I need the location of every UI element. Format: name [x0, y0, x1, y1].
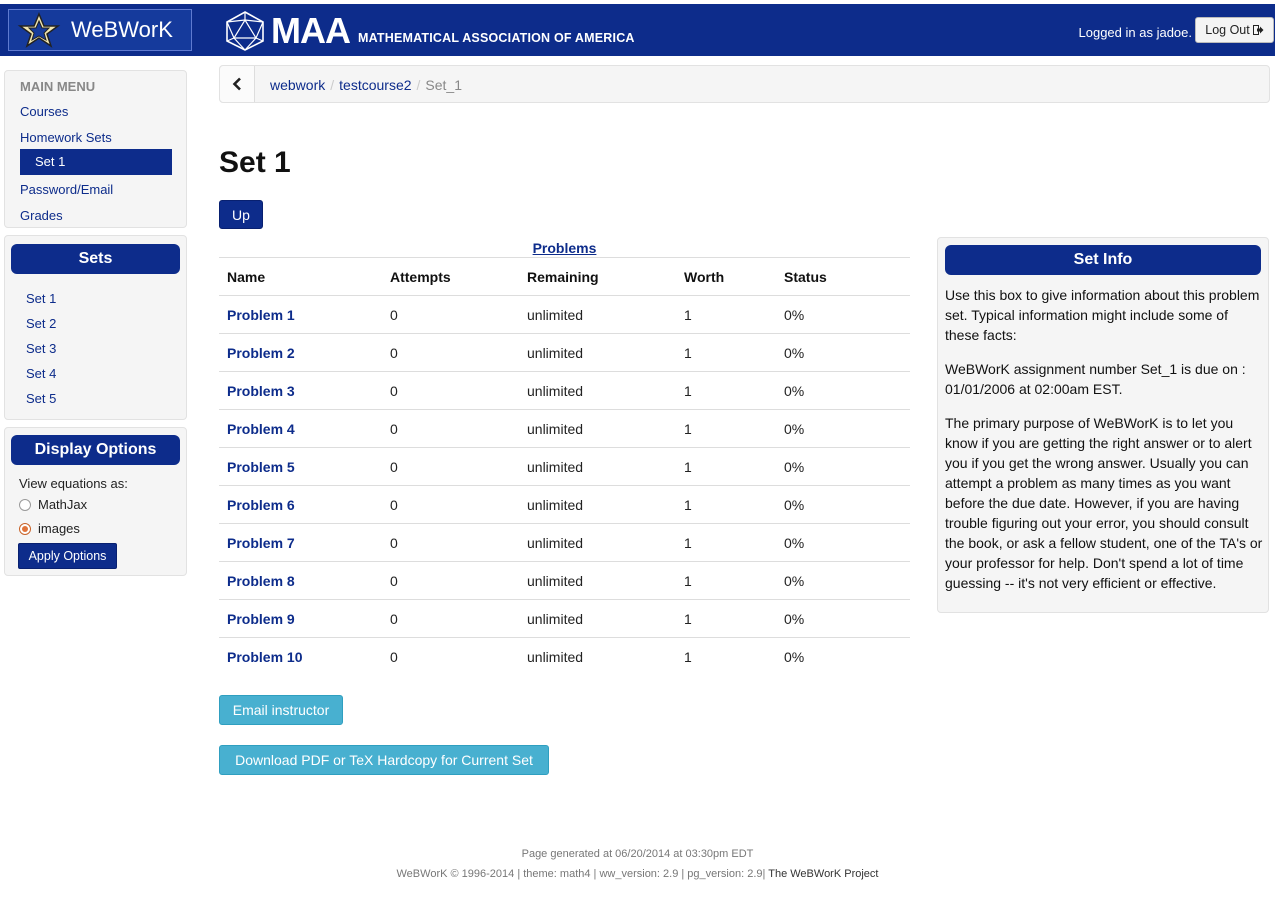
table-row: [219, 334, 910, 372]
problem-name-link[interactable]: Problem 1: [219, 296, 382, 334]
star-logo-icon: [17, 12, 61, 48]
remaining-cell: unlimited: [519, 296, 676, 334]
column-header-remaining: Remaining: [519, 258, 676, 296]
set-link-2[interactable]: Set 2: [26, 316, 57, 331]
footer-copyright-text: WeBWorK © 1996-2014 | theme: math4 | ww_version: 2.9 | pg_version: 2.9|: [396, 868, 766, 880]
email-instructor-button[interactable]: Email instructor: [219, 695, 343, 725]
set-info-title: Set Info: [945, 245, 1261, 275]
status-cell: 0%: [776, 638, 910, 676]
column-header-worth: Worth: [676, 258, 776, 296]
logout-icon: [1253, 25, 1264, 35]
column-header-status: Status: [776, 258, 910, 296]
main-menu-header: MAIN MENU: [20, 79, 96, 94]
set-info-paragraph-purpose: The primary purpose of WeBWorK is to let you know if you are getting the right answer or to alert you if you get the wrong answer. Usually you can attempt a problem as many times as you want before the due date. However, if you are having trouble figuring out your error, you should consult the book, or ask a fellow student, one of the TA's or your professor for help. Don't spend a lot of time guessing -- it's not very efficient or effective.: [945, 415, 1263, 591]
display-options-panel: [4, 427, 187, 576]
breadcrumb-webwork[interactable]: webwork: [270, 77, 326, 93]
table-row: [219, 372, 910, 410]
radio-option-mathjax[interactable]: [19, 497, 87, 512]
navbar-background: [0, 4, 1275, 56]
apply-options-button[interactable]: Apply Options: [18, 543, 117, 569]
table-row: [219, 448, 910, 486]
attempts-cell: 0: [382, 296, 519, 334]
table-row: [219, 486, 910, 524]
worth-cell: 1: [676, 296, 776, 334]
display-options-title: Display Options: [11, 435, 180, 465]
breadcrumb-testcourse2[interactable]: testcourse2: [339, 77, 412, 93]
problem-name-link[interactable]: Problem 7: [219, 524, 382, 562]
remaining-cell: unlimited: [519, 524, 676, 562]
problem-name-link[interactable]: Problem 4: [219, 410, 382, 448]
remaining-cell: unlimited: [519, 600, 676, 638]
table-row: [219, 296, 910, 334]
logout-button[interactable]: [1195, 17, 1274, 43]
remaining-cell: unlimited: [519, 486, 676, 524]
footer-copyright: [0, 868, 1275, 880]
brand-name: WeBWorK: [71, 17, 173, 42]
set-info-panel: [937, 237, 1269, 613]
problem-name-link[interactable]: Problem 5: [219, 448, 382, 486]
problem-name-link[interactable]: Problem 8: [219, 562, 382, 600]
remaining-cell: unlimited: [519, 410, 676, 448]
radio-button-mathjax[interactable]: [19, 499, 31, 511]
maa-abbrev: MAA: [271, 10, 350, 51]
menu-item-password-email[interactable]: Password/Email: [20, 182, 114, 197]
problem-name-link[interactable]: Problem 2: [219, 334, 382, 372]
menu-item-set-1[interactable]: Set 1: [20, 149, 172, 175]
remaining-cell: unlimited: [519, 448, 676, 486]
attempts-cell: 0: [382, 372, 519, 410]
status-cell: 0%: [776, 296, 910, 334]
sets-panel: [4, 235, 187, 420]
problem-name-link[interactable]: Problem 3: [219, 372, 382, 410]
table-row: [219, 600, 910, 638]
chevron-left-icon: [232, 77, 242, 91]
attempts-cell: 0: [382, 638, 519, 676]
footer-generated: Page generated at 06/20/2014 at 03:30pm EDT: [521, 848, 754, 860]
menu-item-courses[interactable]: Courses: [20, 104, 69, 119]
status-cell: 0%: [776, 600, 910, 638]
problems-table-body: [219, 296, 910, 676]
maa-icosahedron-icon: [223, 10, 267, 52]
status-cell: 0%: [776, 448, 910, 486]
table-header-row: [219, 258, 910, 296]
breadcrumb: [219, 65, 1270, 103]
worth-cell: 1: [676, 638, 776, 676]
menu-item-homework-sets[interactable]: Homework Sets: [20, 130, 112, 145]
page-title: Set 1: [219, 146, 291, 179]
column-header-name: Name: [219, 258, 382, 296]
worth-cell: 1: [676, 486, 776, 524]
table-row: [219, 524, 910, 562]
table-row: [219, 562, 910, 600]
view-equations-label: View equations as:: [19, 476, 128, 491]
menu-item-grades[interactable]: Grades: [20, 208, 63, 223]
problem-name-link[interactable]: Problem 10: [219, 638, 382, 676]
breadcrumb-trail: [270, 77, 462, 93]
status-cell: 0%: [776, 410, 910, 448]
attempts-cell: 0: [382, 524, 519, 562]
status-cell: 0%: [776, 562, 910, 600]
worth-cell: 1: [676, 524, 776, 562]
download-hardcopy-button[interactable]: Download PDF or TeX Hardcopy for Current Set: [219, 745, 549, 775]
column-header-attempts: Attempts: [382, 258, 519, 296]
set-link-5[interactable]: Set 5: [26, 391, 57, 406]
status-cell: 0%: [776, 334, 910, 372]
table-row: [219, 638, 910, 676]
remaining-cell: unlimited: [519, 638, 676, 676]
radio-option-images[interactable]: [19, 521, 80, 536]
set-info-paragraph-due: WeBWorK assignment number Set_1 is due on : 01/01/2006 at 02:00am EST.: [945, 361, 1246, 397]
worth-cell: 1: [676, 410, 776, 448]
attempts-cell: 0: [382, 486, 519, 524]
worth-cell: 1: [676, 562, 776, 600]
attempts-cell: 0: [382, 562, 519, 600]
set-link-1[interactable]: Set 1: [26, 291, 57, 306]
problem-name-link[interactable]: Problem 9: [219, 600, 382, 638]
problem-name-link[interactable]: Problem 6: [219, 486, 382, 524]
remaining-cell: unlimited: [519, 562, 676, 600]
set-info-paragraph-intro: Use this box to give information about this problem set. Typical information might include some of these facts:: [945, 287, 1260, 343]
attempts-cell: 0: [382, 410, 519, 448]
table-row: [219, 410, 910, 448]
status-cell: 0%: [776, 486, 910, 524]
status-cell: 0%: [776, 524, 910, 562]
set-link-3[interactable]: Set 3: [26, 341, 57, 356]
worth-cell: 1: [676, 600, 776, 638]
back-button[interactable]: [220, 66, 255, 102]
main-menu-panel: [4, 70, 187, 228]
webwork-brand-link[interactable]: [8, 9, 192, 51]
attempts-cell: 0: [382, 600, 519, 638]
attempts-cell: 0: [382, 448, 519, 486]
radio-label-mathjax: MathJax: [38, 497, 88, 512]
breadcrumb-separator: /: [330, 77, 335, 93]
problems-caption-link[interactable]: Problems: [532, 240, 597, 256]
maa-full-name: MATHEMATICAL ASSOCIATION OF AMERICA: [357, 31, 635, 45]
set-link-4[interactable]: Set 4: [26, 366, 57, 381]
logged-in-text: Logged in as jadoe.: [1078, 25, 1192, 40]
status-cell: 0%: [776, 372, 910, 410]
footer-project-link[interactable]: The WeBWorK Project: [768, 868, 879, 880]
breadcrumb-separator: /: [416, 77, 421, 93]
breadcrumb-current: Set_1: [425, 77, 462, 93]
radio-label-images: images: [38, 521, 80, 536]
logout-label: Log Out: [1205, 23, 1250, 37]
sets-panel-title: Sets: [11, 244, 180, 274]
worth-cell: 1: [676, 372, 776, 410]
radio-button-images[interactable]: [19, 523, 31, 535]
attempts-cell: 0: [382, 334, 519, 372]
maa-logo-link[interactable]: [223, 9, 635, 53]
problems-table: [219, 257, 910, 676]
worth-cell: 1: [676, 334, 776, 372]
top-navbar: [0, 0, 1275, 56]
remaining-cell: unlimited: [519, 334, 676, 372]
remaining-cell: unlimited: [519, 372, 676, 410]
up-button[interactable]: Up: [219, 200, 263, 229]
worth-cell: 1: [676, 448, 776, 486]
